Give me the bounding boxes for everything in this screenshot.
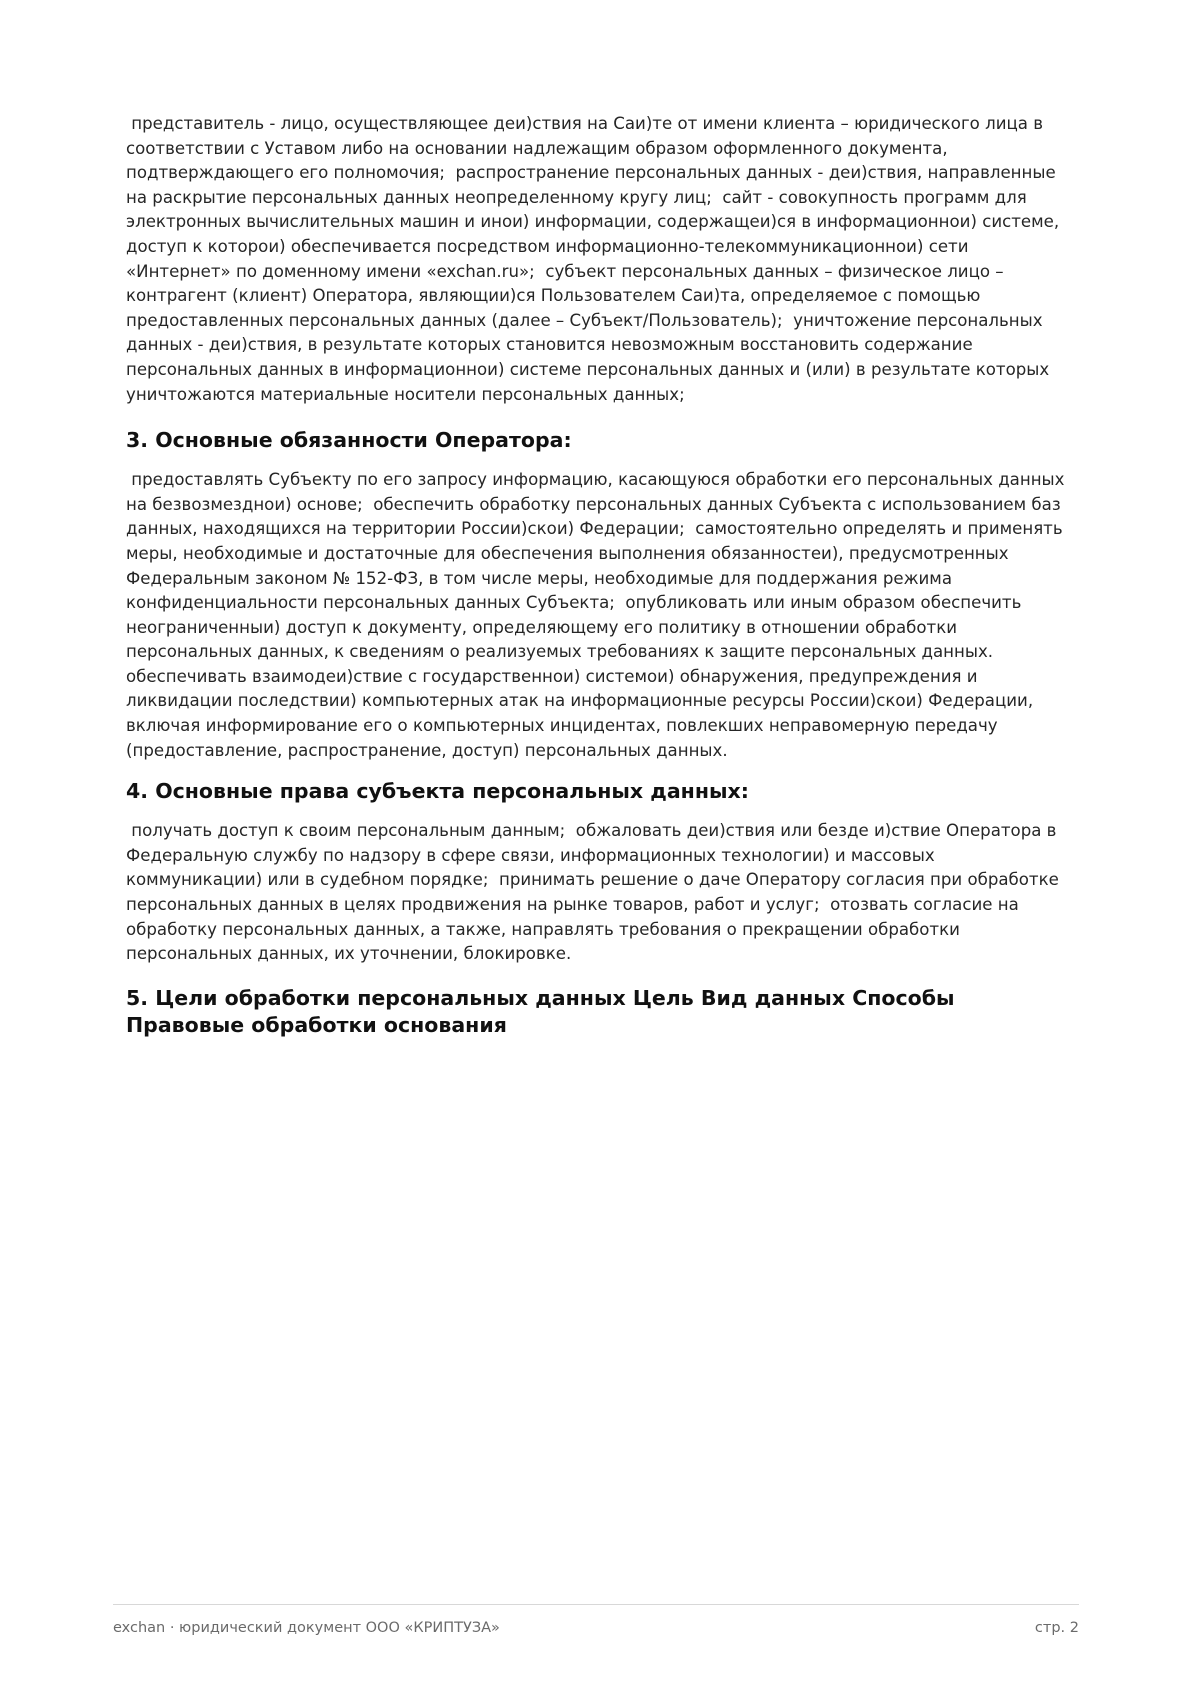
footer-document-label: exchan · юридический документ ООО «КРИПТУЗА» (113, 1620, 500, 1636)
section-4-heading: 4. Основные права субъекта персональных данных: (126, 779, 749, 804)
page-number: стр. 2 (1034, 1620, 1079, 1636)
section-3-paragraph: предоставлять Субъекту по его запросу информацию, касающуюся обработки его персональных данных на безвозмезднои) основе; обеспечить обработку персональных данных Субъекта с использованием баз данных, находящихся на территории России)скои) Федерации; самостоятельно определять и применять меры, необходимые и достаточные для обеспечения выполнения обязанностеи), предусмотренных Федеральным законом № 152-ФЗ, в том числе меры, необходимые для поддержания режима конфиденциальности персональных данных Субъекта; опубликовать или иным образом обеспечить неограниченныи) доступ к документу, определяющему его политику в отношении обработки персональных данных, к сведениям о реализуемых требованиях к защите персональных данных. обеспечивать взаимодеи)ствие с государственнои) системои) обнаружения, предупреждения и ликвидации последствии) компьютерных атак на информационные ресурсы России)скои) Федерации, включая информирование его о компьютерных инцидентах, повлекших неправомерную передачу (предоставление, распространение, доступ) персональных данных. (126, 470, 1070, 760)
page-footer (113, 1618, 1079, 1638)
section-3-heading: 3. Основные обязанности Оператора: (126, 428, 572, 453)
section-5-heading: 5. Цели обработки персональных данных Цель Вид данных Способы Правовые обработки основания (126, 985, 955, 1037)
document-body (126, 112, 1072, 1039)
footer-divider (113, 1604, 1079, 1605)
intro-paragraph: представитель - лицо, осуществляющее деи)ствия на Саи)те от имени клиента – юридического лица в соответствии с Уставом либо на основании надлежащим образом оформленного документа, подтверждающего его полномочия; распространение персональных данных - деи)ствия, направленные на раскрытие персональных данных неопределенному кругу лиц; сайт - совокупность программ для электронных вычислительных машин и инои) информации, содержащеи)ся в информационнои) системе, доступ к которои) обеспечивается посредством информационно-телекоммуникационнои) сети «Интернет» по доменному имени «exchan.ru»; субъект персональных данных – физическое лицо – контрагент (клиент) Оператора, являющии)ся Пользователем Саи)та, определяемое с помощью предоставленных персональных данных (далее – Субъект/Пользователь); уничтожение персональных данных - деи)ствия, в результате которых становится невозможным восстановить содержание персональных данных в информационнои) системе персональных данных и (или) в результате которых уничтожаются материальные носители персональных данных; (126, 114, 1065, 404)
section-4-paragraph: получать доступ к своим персональным данным; обжаловать деи)ствия или безде и)ствие Оператора в Федеральную службу по надзору в сфере связи, информационных технологии) и массовых коммуникации) или в судебном порядке; принимать решение о даче Оператору согласия при обработке персональных данных в целях продвижения на рынке товаров, работ и услуг; отозвать согласие на обработку персональных данных, а также, направлять требования о прекращении обработки персональных данных, их уточнении, блокировке. (126, 821, 1065, 964)
